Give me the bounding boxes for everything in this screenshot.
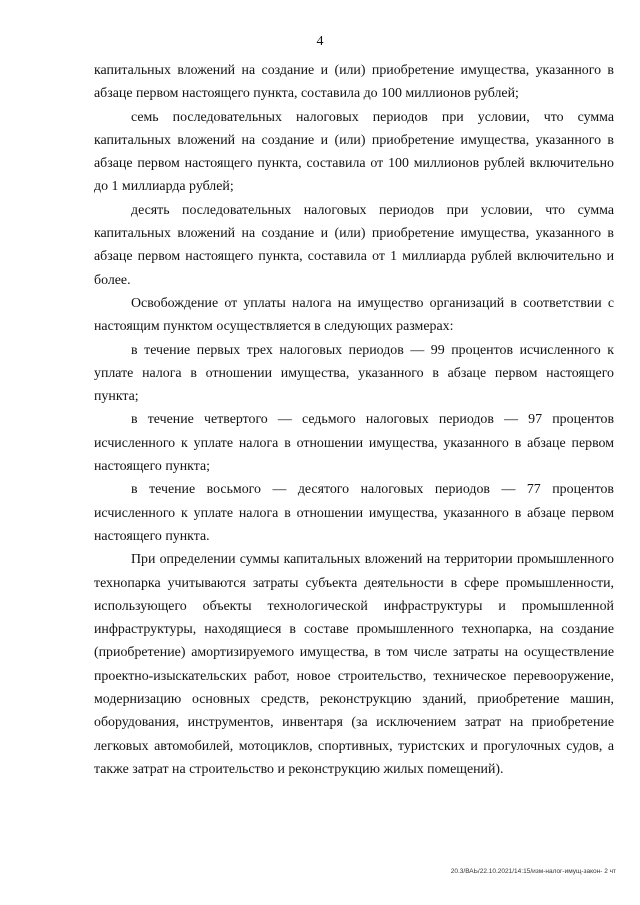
paragraph: Освобождение от уплаты налога на имущество организаций в соответствии с настоящим пунктом осуществляется в следующих размерах: xyxy=(94,295,614,335)
footer-document-code: 20.3/ВАЬ/22.10.2021/14:15/изм-налог-имущ-закон- 2 чт xyxy=(450,868,616,875)
page-number: 4 xyxy=(316,34,324,49)
document-body xyxy=(94,59,614,781)
paragraph: капитальных вложений на создание и (или) приобретение имущества, указанного в абзаце первом настоящего пункта, составила до 100 миллионов рублей; xyxy=(94,63,614,102)
paragraph: десять последовательных налоговых периодов при условии, что сумма капитальных вложений на создание и (или) приобретение имущества, указанного в абзаце первом настоящего пункта, составила от 1 миллиарда рублей включительно и более. xyxy=(94,202,614,288)
paragraph: в течение первых трех налоговых периодов — 99 процентов исчисленного к уплате налога в отношении имущества, указанного в абзаце первом настоящего пункта; xyxy=(94,342,614,405)
paragraph: семь последовательных налоговых периодов при условии, что сумма капитальных вложений на создание и (или) приобретение имущества, указанного в абзаце первом настоящего пункта, составила от 100 миллионов рублей включительно до 1 миллиарда рублей; xyxy=(94,109,614,195)
paragraph: в течение восьмого — десятого налоговых периодов — 77 процентов исчисленного к уплате налога в отношении имущества, указанного в абзаце первом настоящего пункта. xyxy=(94,482,614,544)
paragraph: в течение четвертого — седьмого налоговых периодов — 97 процентов исчисленного к уплате налога в отношении имущества, указанного в абзаце первом настоящего пункта; xyxy=(94,412,614,475)
paragraph: При определении суммы капитальных вложений на территории промышленного технопарка учитываются затраты субъекта деятельности в сфере промышленности, использующего объекты технологической инфраструктуры и промышленной инфраструктуры, находящиеся в составе промышленного технопарка, на создание (приобретение) амортизируемого имущества, в том числе затраты на осуществление проектно-изыскательских работ, новое строительство, техническое перевооружение, модернизацию основных средств, реконструкцию зданий, приобретение машин, оборудования, инструментов, инвентаря (за исключением затрат на приобретение легковых автомобилей, мотоциклов, спортивных, туристских и прогулочных судов, а также затрат на строительство и реконструкцию жилых помещений). xyxy=(94,552,614,777)
